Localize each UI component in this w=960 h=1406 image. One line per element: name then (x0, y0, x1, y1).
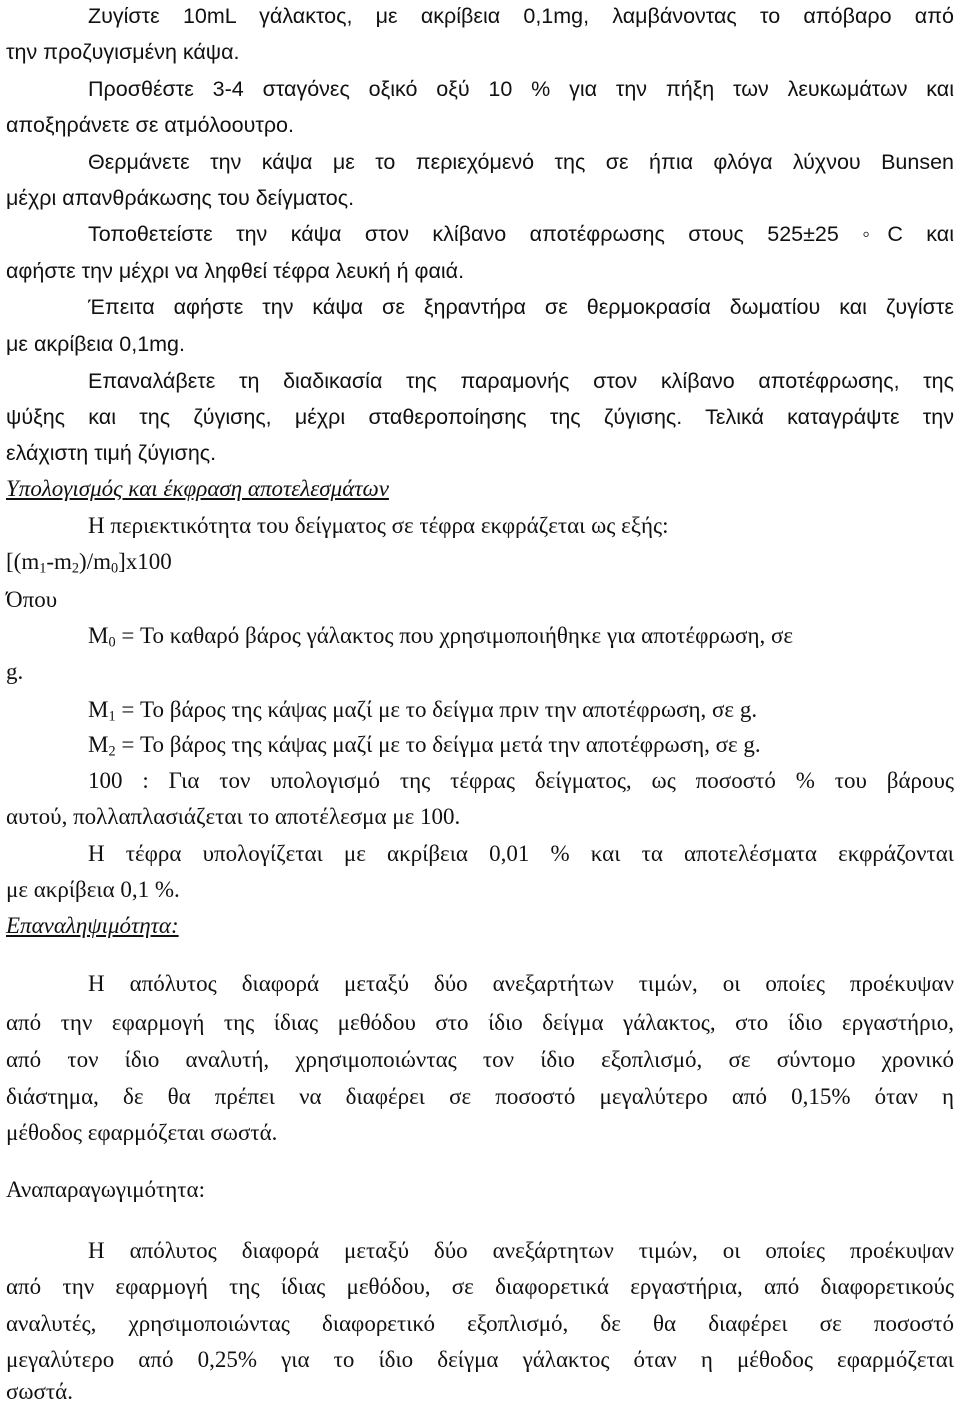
repeatability-line: μέθοδος εφαρμόζεται σωστά. (6, 1120, 278, 1145)
reproducibility-line: σωστά. (6, 1379, 73, 1404)
procedure-line: την προζυγισμένη κάψα. (6, 40, 240, 64)
procedure-line: Τοποθετείστε την κάψα στον κλίβανο αποτέφρωσης στους 525±25 ◦C και (88, 222, 954, 246)
repeatability-line: από την εφαρμογή της ίδιας μεθόδου στο ίδιο δείγμα γάλακτος, στο ίδιο εργαστήριο, (6, 1010, 954, 1035)
procedure-line: αφήστε την μέχρι να ληφθεί τέφρα λευκή ή φαιά. (6, 259, 465, 283)
repeatability-line: διάστημα, δε θα πρέπει να διαφέρει σε ποσοστό μεγαλύτερο από 0,15% όταν η (6, 1084, 954, 1109)
repeatability-line: Η απόλυτος διαφορά μεταξύ δύο ανεξαρτήτων τιμών, οι οποίες προέκυψαν (88, 971, 954, 996)
m2-definition: $M_2 = To$ βάρος της κάψας μαζί με το δείγμα μετά την αποτέφρωση, σε g. (88, 732, 761, 760)
results-intro: Η περιεκτικότητα του δείγματος σε τέφρα εκφράζεται ως εξής: (88, 513, 669, 538)
where-label: Όπου (6, 587, 58, 612)
precision-note: Η τέφρα υπολογίζεται με ακρίβεια 0,01 % και τα αποτελέσματα εκφράζονται (88, 841, 954, 866)
reproducibility-line: από την εφαρμογή της ίδιας μεθόδου, σε διαφορετικά εργαστήρια, από διαφορετικούς (6, 1274, 954, 1299)
procedure-line: Ζυγίστε 10mL γάλακτος, με ακρίβεια 0,1mg, λαμβάνοντας το απόβαρο από (88, 4, 954, 28)
procedure-line: Έπειτα αφήστε την κάψα σε ξηραντήρα σε θερμοκρασία δωματίου και ζυγίστε (88, 295, 954, 319)
procedure-line: με ακρίβεια 0,1mg. (6, 332, 185, 356)
m0-definition: $M_0 = To$ καθαρό βάρος γάλακτος που χρησιμοποιήθηκε για αποτέφρωση, σε (88, 623, 794, 651)
ash-formula: $[(m_1-m_2)/m_0]x100$ (6, 549, 172, 577)
hundred-note: αυτού, πολλαπλασιάζεται το αποτέλεσμα με 100. (6, 804, 461, 829)
reproducibility-line: Η απόλυτος διαφορά μεταξύ δύο ανεξάρτητων τιμών, οι οποίες προέκυψαν (88, 1238, 954, 1263)
reproducibility-line: αναλυτές, χρησιμοποιώντας διαφορετικό εξοπλισμό, δε θα διαφέρει σε ποσοστό (6, 1311, 954, 1336)
repeatability-heading: Επαναληψιμότητα: (6, 913, 179, 938)
procedure-line: Επαναλάβετε τη διαδικασία της παραμονής στον κλίβανο αποτέφρωσης, της (88, 369, 954, 393)
m0-definition-continued: g. (6, 659, 24, 684)
m1-definition: $M_1 = To$ βάρος της κάψας μαζί με το δείγμα πριν την αποτέφρωση, σε g. (88, 697, 758, 725)
procedure-line: ελάχιστη τιμή ζύγισης. (6, 441, 217, 465)
procedure-line: ψύξης και της ζύγισης, μέχρι σταθεροποίησης της ζύγισης. Τελικά καταγράψτε την (6, 405, 954, 429)
procedure-line: μέχρι απανθράκωσης του δείγματος. (6, 186, 355, 210)
reproducibility-heading: Αναπαραγωγιμότητα: (6, 1177, 205, 1202)
procedure-line: Θερμάνετε την κάψα με το περιεχόμενό της σε ήπια φλόγα λύχνου Bunsen (88, 150, 954, 174)
procedure-line: Προσθέστε 3-4 σταγόνες οξικό οξύ 10 % για την πήξη των λευκωμάτων και (88, 77, 954, 101)
results-heading: Υπολογισμός και έκφραση αποτελεσμάτων (6, 476, 389, 501)
hundred-note: 100 : Για τον υπολογισμό της τέφρας δείγματος, ως ποσοστό % του βάρους (88, 768, 954, 793)
procedure-line: αποξηράνετε σε ατμόλοουτρο. (6, 113, 294, 137)
repeatability-line: από τον ίδιο αναλυτή, χρησιμοποιώντας τον ίδιο εξοπλισμό, σε σύντομο χρονικό (6, 1047, 954, 1072)
reproducibility-line: μεγαλύτερο από 0,25% για το ίδιο δείγμα γάλακτος όταν η μέθοδος εφαρμόζεται (6, 1347, 954, 1372)
precision-note: με ακρίβεια 0,1 %. (6, 877, 180, 902)
